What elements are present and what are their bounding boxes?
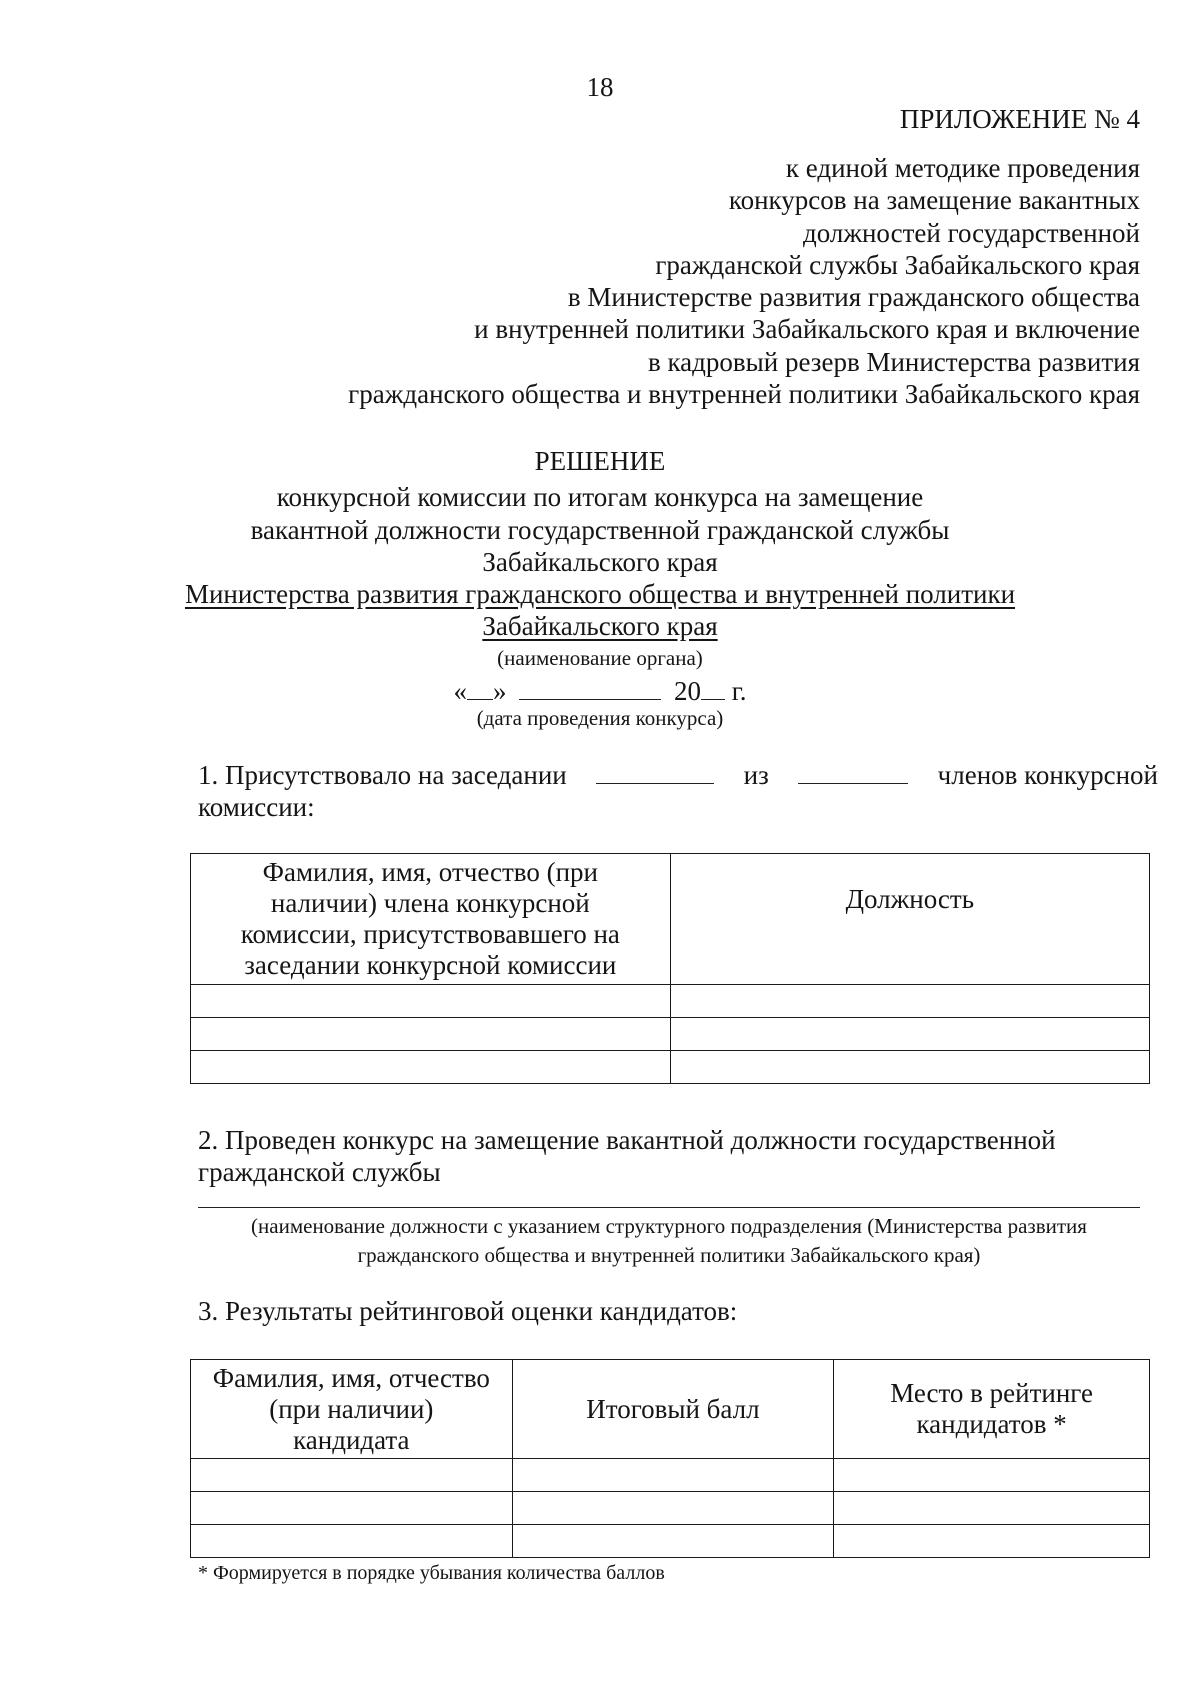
section-1-after: членов конкурсной: [937, 760, 1158, 790]
header-candidate-name: Фамилия, имя, отчество (при наличии) кандидата: [191, 1360, 513, 1459]
appendix-line: конкурсов на замещение вакантных: [728, 185, 1140, 216]
table-row: [191, 1018, 1150, 1051]
table-header-row: [191, 1360, 1150, 1459]
appendix-line: в кадровый резерв Министерства развития: [647, 346, 1140, 377]
header-total-score: Итоговый балл: [512, 1360, 834, 1459]
table-cell[interactable]: [670, 1018, 1149, 1051]
document-subtitle: [0, 481, 1200, 579]
section-3-text: 3. Результаты рейтинговой оценки кандидатов:: [198, 1296, 738, 1326]
table-cell[interactable]: [191, 1018, 671, 1051]
table-cell[interactable]: [191, 1525, 513, 1558]
appendix-line: гражданского общества и внутренней политики Забайкальского края: [348, 379, 1140, 410]
date-row: [0, 675, 1200, 707]
table-cell[interactable]: [670, 985, 1149, 1018]
table-cell[interactable]: [512, 1525, 834, 1558]
month-blank[interactable]: [519, 675, 661, 700]
date-close-quote: »: [492, 676, 507, 706]
position-name-line[interactable]: [198, 1207, 1140, 1208]
table-row: [191, 985, 1150, 1018]
table-cell[interactable]: [512, 1492, 834, 1525]
header-member-name: Фамилия, имя, отчество (при наличии) члена конкурсной комиссии, присутствовавшего на заседании конкурсной комиссии: [191, 854, 671, 985]
table-row: [191, 1492, 1150, 1525]
table-cell[interactable]: [191, 985, 671, 1018]
year-blank[interactable]: [701, 675, 725, 700]
organ-block: [0, 578, 1200, 674]
date-hint: (дата проведения конкурса): [476, 706, 724, 730]
appendix-line: гражданской службы Забайкальского края: [655, 249, 1140, 280]
table-cell[interactable]: [670, 1051, 1149, 1084]
table-row: [191, 1459, 1150, 1492]
table-cell[interactable]: [191, 1459, 513, 1492]
table-cell[interactable]: [834, 1459, 1150, 1492]
table-cell[interactable]: [834, 1525, 1150, 1558]
appendix-line: должностей государственной: [802, 217, 1140, 248]
organ-hint: (наименование органа): [497, 646, 703, 670]
table-cell[interactable]: [512, 1459, 834, 1492]
header-rating-place: Место в рейтинге кандидатов *: [834, 1360, 1150, 1459]
section-1-middle: из: [743, 760, 769, 790]
appendix-reference: [348, 152, 1140, 410]
organ-name-text: Забайкальского края: [482, 611, 718, 641]
date-year-prefix: 20: [673, 676, 701, 706]
subtitle-line: Забайкальского края: [482, 547, 718, 577]
subtitle-line: вакантной должности государственной гражданской службы: [250, 514, 950, 545]
page-number: 18: [586, 72, 614, 102]
table-row: [191, 1051, 1150, 1084]
section-1-text: [198, 759, 1158, 823]
total-count-blank[interactable]: [798, 759, 908, 784]
present-count-blank[interactable]: [596, 759, 714, 784]
organ-name-line: Министерства развития гражданского общества и внутренней политики: [184, 579, 1016, 609]
date-open-quote: «: [453, 676, 467, 706]
section-1-line2: комиссии:: [198, 792, 315, 822]
rating-table: [190, 1359, 1150, 1558]
section-1-line: [198, 759, 1158, 791]
subtitle-line: конкурсной комиссии по итогам конкурса на замещение: [276, 482, 924, 512]
date-year-suffix: г.: [731, 676, 747, 706]
appendix-title: ПРИЛОЖЕНИЕ № 4: [899, 104, 1140, 134]
section-2-hint: (наименование должности с указанием структурного подразделения (Министерства развития гражданского общества и внутренней политики Забайкальского края): [251, 1214, 1087, 1267]
header-position: Должность: [670, 854, 1149, 985]
table-header-row: [191, 854, 1150, 985]
table-cell[interactable]: [834, 1492, 1150, 1525]
table-cell[interactable]: [191, 1492, 513, 1525]
appendix-line: к единой методике проведения: [785, 153, 1140, 183]
table-cell[interactable]: [191, 1051, 671, 1084]
members-table: [190, 853, 1150, 1084]
section-1-before: 1. Присутствовало на заседании: [198, 760, 567, 790]
organ-name-line: [0, 610, 1200, 642]
day-blank[interactable]: [467, 675, 493, 700]
appendix-line: в Министерстве развития гражданского общества: [567, 282, 1140, 313]
appendix-line: и внутренней политики Забайкальского края и включение: [474, 314, 1140, 345]
section-2-text: 2. Проведен конкурс на замещение вакантной должности государственной гражданской службы: [198, 1125, 1056, 1187]
document-title: РЕШЕНИЕ: [534, 446, 666, 476]
footnote: * Формируется в порядке убывания количества баллов: [198, 1562, 665, 1584]
table-row: [191, 1525, 1150, 1558]
